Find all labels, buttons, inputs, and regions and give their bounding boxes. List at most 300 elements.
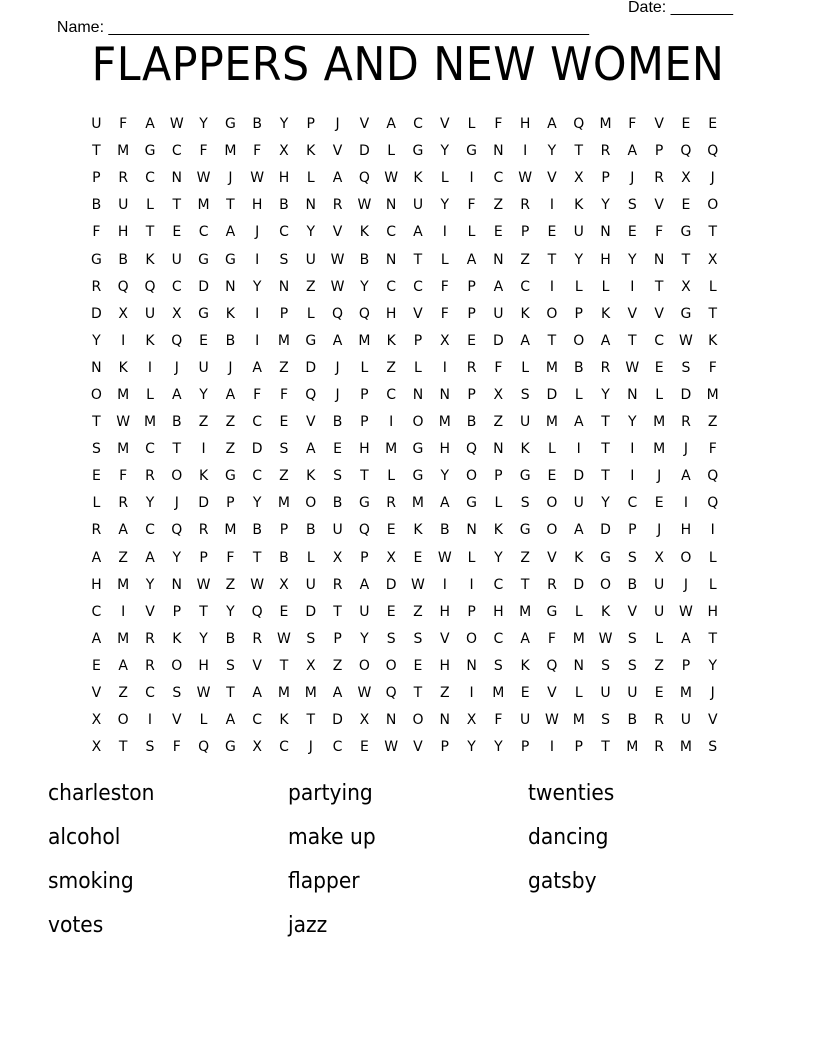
grid-letter: K bbox=[386, 332, 396, 349]
grid-letter: L bbox=[146, 386, 154, 403]
grid-letter: K bbox=[198, 468, 209, 485]
grid-letter: T bbox=[547, 332, 557, 349]
grid-letter: I bbox=[469, 685, 474, 702]
grid-letter: T bbox=[601, 739, 610, 756]
grid-letter: Z bbox=[707, 414, 718, 431]
grid-letter: S bbox=[627, 197, 637, 214]
grid-letter: T bbox=[306, 712, 316, 729]
grid-letter: Y bbox=[440, 468, 450, 485]
grid-letter: A bbox=[252, 685, 262, 702]
word-list-item: votes bbox=[48, 913, 104, 938]
grid-letter: J bbox=[683, 441, 688, 458]
grid-letter: F bbox=[279, 386, 288, 403]
grid-letter: M bbox=[545, 359, 558, 376]
grid-letter: J bbox=[335, 359, 340, 376]
grid-letter: G bbox=[198, 305, 210, 322]
grid-letter: D bbox=[198, 495, 209, 512]
grid-letter: A bbox=[681, 468, 691, 485]
grid-letter: H bbox=[385, 305, 397, 322]
grid-letter: C bbox=[386, 224, 397, 241]
grid-letter: R bbox=[654, 739, 664, 756]
grid-letter: K bbox=[118, 359, 128, 376]
grid-letter: P bbox=[574, 305, 583, 322]
grid-letter: Z bbox=[332, 657, 343, 674]
grid-letter: S bbox=[145, 739, 155, 756]
grid-letter: U bbox=[412, 197, 424, 214]
grid-letter: E bbox=[333, 441, 342, 458]
grid-letter: X bbox=[466, 712, 477, 729]
grid-letter: L bbox=[655, 386, 664, 403]
grid-letter: B bbox=[466, 414, 477, 431]
grid-letter: T bbox=[172, 441, 182, 458]
grid-letter: X bbox=[573, 170, 584, 187]
grid-letter: G bbox=[466, 495, 477, 512]
grid-letter: H bbox=[600, 251, 611, 268]
grid-letter: C bbox=[252, 468, 263, 485]
grid-row bbox=[83, 328, 743, 355]
grid-letter: A bbox=[118, 657, 128, 674]
grid-letter: H bbox=[439, 603, 451, 620]
grid-letter: E bbox=[654, 685, 664, 702]
grid-letter: W bbox=[250, 170, 265, 187]
grid-letter: F bbox=[253, 386, 262, 403]
grid-letter: L bbox=[387, 143, 396, 160]
grid-letter: X bbox=[91, 712, 102, 729]
grid-letter: Y bbox=[172, 549, 182, 566]
grid-letter: P bbox=[333, 630, 342, 647]
grid-letter: P bbox=[681, 657, 691, 674]
grid-letter: A bbox=[466, 251, 477, 268]
grid-letter: A bbox=[172, 386, 182, 403]
grid-letter: Q bbox=[385, 685, 397, 702]
grid-letter: Z bbox=[520, 549, 530, 566]
grid-letter: C bbox=[145, 170, 155, 187]
grid-letter: V bbox=[145, 603, 155, 620]
grid-letter: Y bbox=[92, 332, 101, 349]
grid-letter: O bbox=[305, 495, 317, 512]
grid-letter: B bbox=[279, 197, 289, 214]
grid-letter: K bbox=[413, 522, 423, 539]
grid-letter: V bbox=[627, 603, 638, 620]
grid-letter: P bbox=[574, 739, 583, 756]
grid-letter: C bbox=[171, 278, 182, 295]
grid-letter: E bbox=[708, 116, 718, 133]
grid-letter: L bbox=[199, 712, 208, 729]
grid-row bbox=[83, 409, 743, 436]
grid-letter: N bbox=[493, 143, 504, 160]
grid-letter: L bbox=[521, 359, 530, 376]
grid-letter: W bbox=[679, 603, 693, 620]
grid-letter: N bbox=[466, 657, 477, 674]
grid-letter: A bbox=[225, 712, 236, 729]
grid-letter: E bbox=[681, 197, 691, 214]
grid-letter: U bbox=[520, 712, 531, 729]
grid-letter: N bbox=[171, 170, 183, 187]
grid-row bbox=[83, 301, 743, 328]
grid-letter: G bbox=[519, 522, 531, 539]
grid-letter: F bbox=[440, 278, 449, 295]
grid-letter: L bbox=[306, 549, 315, 566]
grid-letter: L bbox=[708, 576, 717, 593]
grid-letter: Z bbox=[493, 414, 504, 431]
grid-letter: O bbox=[412, 712, 424, 729]
grid-letter: G bbox=[305, 332, 317, 349]
grid-letter: M bbox=[626, 739, 639, 756]
grid-letter: Q bbox=[198, 739, 210, 756]
grid-letter: U bbox=[654, 576, 665, 593]
grid-letter: C bbox=[91, 603, 102, 620]
grid-letter: A bbox=[547, 116, 557, 133]
grid-letter: Q bbox=[358, 305, 370, 322]
grid-letter: P bbox=[360, 386, 369, 403]
grid-letter: X bbox=[681, 170, 691, 187]
grid-letter: B bbox=[332, 414, 343, 431]
grid-letter: W bbox=[545, 712, 559, 729]
grid-letter: G bbox=[198, 251, 210, 268]
word-list-item: alcohol bbox=[48, 825, 121, 850]
grid-letter: B bbox=[305, 522, 316, 539]
grid-letter: O bbox=[171, 657, 183, 674]
grid-letter: R bbox=[386, 495, 397, 512]
grid-letter: V bbox=[547, 685, 557, 702]
grid-letter: H bbox=[519, 116, 531, 133]
grid-letter: N bbox=[91, 359, 102, 376]
grid-letter: I bbox=[121, 603, 126, 620]
grid-letter: I bbox=[630, 468, 635, 485]
grid-letter: A bbox=[225, 386, 236, 403]
grid-letter: V bbox=[547, 170, 557, 187]
grid-letter: J bbox=[657, 468, 662, 485]
grid-letter: K bbox=[306, 468, 316, 485]
grid-letter: M bbox=[572, 630, 585, 647]
grid-letter: Y bbox=[252, 278, 262, 295]
grid-letter: C bbox=[279, 224, 289, 241]
grid-letter: M bbox=[117, 386, 130, 403]
grid-letter: T bbox=[708, 630, 717, 647]
grid-letter: J bbox=[174, 359, 179, 376]
grid-letter: V bbox=[439, 630, 450, 647]
grid-letter: G bbox=[412, 468, 424, 485]
grid-letter: F bbox=[708, 441, 717, 458]
grid-letter: M bbox=[411, 495, 424, 512]
grid-letter: O bbox=[466, 468, 478, 485]
grid-letter: J bbox=[174, 495, 179, 512]
grid-letter: A bbox=[359, 576, 370, 593]
grid-letter: F bbox=[494, 359, 503, 376]
grid-letter: S bbox=[333, 468, 343, 485]
grid-letter: G bbox=[224, 116, 236, 133]
grid-letter: X bbox=[305, 657, 316, 674]
grid-letter: A bbox=[332, 685, 343, 702]
grid-letter: Y bbox=[199, 116, 208, 133]
grid-letter: X bbox=[386, 549, 396, 566]
grid-letter: B bbox=[91, 197, 102, 214]
grid-letter: S bbox=[601, 712, 610, 729]
grid-letter: E bbox=[547, 468, 557, 485]
grid-letter: O bbox=[573, 332, 585, 349]
grid-row bbox=[83, 111, 743, 138]
grid-letter: W bbox=[196, 576, 211, 593]
grid-letter: L bbox=[708, 549, 717, 566]
grid-letter: F bbox=[253, 143, 262, 160]
grid-letter: M bbox=[519, 603, 532, 620]
grid-letter: Q bbox=[358, 522, 370, 539]
grid-letter: T bbox=[333, 603, 342, 620]
grid-letter: O bbox=[546, 305, 558, 322]
grid-letter: J bbox=[308, 739, 313, 756]
grid-letter: N bbox=[653, 251, 665, 268]
grid-letter: A bbox=[520, 332, 530, 349]
grid-letter: K bbox=[600, 603, 611, 620]
grid-letter: Q bbox=[358, 170, 370, 187]
grid-letter: J bbox=[657, 522, 662, 539]
grid-letter: N bbox=[493, 441, 504, 458]
grid-letter: O bbox=[680, 549, 692, 566]
grid-letter: L bbox=[146, 197, 154, 214]
grid-letter: U bbox=[654, 603, 665, 620]
grid-letter: R bbox=[466, 359, 477, 376]
grid-letter: R bbox=[118, 170, 129, 187]
grid-letter: M bbox=[224, 143, 237, 160]
grid-letter: L bbox=[601, 278, 610, 295]
name-field-label: Name: ______________________________________________________ bbox=[56, 19, 589, 36]
grid-letter: S bbox=[627, 549, 637, 566]
grid-letter: R bbox=[681, 414, 691, 431]
grid-letter: U bbox=[118, 197, 129, 214]
grid-letter: M bbox=[277, 495, 291, 512]
grid-letter: H bbox=[198, 657, 209, 674]
grid-letter: A bbox=[91, 630, 102, 647]
grid-letter: I bbox=[442, 359, 447, 376]
grid-letter: X bbox=[654, 549, 664, 566]
grid-letter: C bbox=[493, 630, 504, 647]
grid-letter: K bbox=[145, 251, 155, 268]
grid-letter: L bbox=[574, 386, 583, 403]
grid-letter: L bbox=[548, 441, 556, 458]
grid-letter: Q bbox=[680, 143, 692, 160]
grid-letter: A bbox=[573, 522, 584, 539]
grid-letter: U bbox=[573, 224, 584, 241]
grid-letter: L bbox=[360, 359, 369, 376]
grid-letter: Z bbox=[654, 657, 664, 674]
grid-letter: U bbox=[171, 251, 182, 268]
grid-letter: B bbox=[225, 630, 236, 647]
grid-row bbox=[83, 382, 743, 409]
grid-letter: H bbox=[680, 522, 692, 539]
grid-letter: N bbox=[225, 278, 236, 295]
grid-letter: R bbox=[600, 359, 611, 376]
grid-letter: N bbox=[466, 522, 477, 539]
grid-letter: M bbox=[653, 414, 666, 431]
grid-letter: D bbox=[251, 441, 263, 458]
grid-letter: W bbox=[384, 170, 399, 187]
grid-letter: T bbox=[199, 603, 208, 620]
grid-letter: U bbox=[493, 305, 504, 322]
grid-letter: G bbox=[412, 441, 424, 458]
grid-letter: L bbox=[494, 495, 503, 512]
grid-letter: H bbox=[493, 603, 504, 620]
grid-letter: V bbox=[172, 712, 182, 729]
grid-letter: O bbox=[90, 386, 102, 403]
grid-letter: L bbox=[306, 305, 315, 322]
grid-letter: X bbox=[171, 305, 182, 322]
grid-letter: A bbox=[145, 116, 155, 133]
grid-letter: Q bbox=[144, 278, 156, 295]
grid-letter: H bbox=[91, 576, 102, 593]
grid-letter: W bbox=[196, 170, 211, 187]
grid-letter: V bbox=[654, 305, 664, 322]
grid-letter: P bbox=[628, 522, 637, 539]
grid-letter: V bbox=[91, 685, 102, 702]
grid-letter: D bbox=[332, 712, 343, 729]
puzzle-title: FLAPPERS AND NEW WOMEN bbox=[91, 37, 725, 91]
grid-letter: Y bbox=[360, 630, 369, 647]
grid-letter: E bbox=[172, 224, 182, 241]
grid-letter: W bbox=[357, 197, 372, 214]
grid-letter: N bbox=[278, 278, 290, 295]
grid-letter: G bbox=[90, 251, 102, 268]
grid-letter: T bbox=[520, 576, 530, 593]
grid-letter: D bbox=[91, 305, 102, 322]
grid-letter: O bbox=[466, 630, 478, 647]
grid-letter: T bbox=[252, 549, 262, 566]
grid-letter: L bbox=[467, 224, 476, 241]
grid-letter: V bbox=[654, 197, 664, 214]
grid-letter: N bbox=[412, 386, 424, 403]
word-list-item: jazz bbox=[288, 913, 328, 938]
grid-letter: A bbox=[225, 224, 236, 241]
grid-letter: C bbox=[145, 522, 155, 539]
grid-letter: M bbox=[117, 576, 130, 593]
grid-letter: S bbox=[601, 657, 610, 674]
grid-letter: Y bbox=[708, 657, 717, 674]
grid-letter: M bbox=[599, 116, 612, 133]
grid-letter: J bbox=[710, 685, 715, 702]
grid-letter: C bbox=[493, 170, 504, 187]
grid-letter: D bbox=[305, 359, 317, 376]
grid-letter: S bbox=[520, 386, 530, 403]
grid-letter: P bbox=[467, 305, 476, 322]
grid-letter: H bbox=[117, 224, 129, 241]
grid-letter: H bbox=[439, 657, 451, 674]
grid-row bbox=[83, 246, 743, 273]
grid-letter: L bbox=[467, 549, 476, 566]
grid-letter: R bbox=[118, 495, 129, 512]
grid-letter: A bbox=[252, 359, 262, 376]
grid-letter: N bbox=[305, 197, 317, 214]
grid-row bbox=[83, 545, 743, 572]
grid-letter: L bbox=[414, 359, 422, 376]
grid-letter: M bbox=[117, 143, 130, 160]
grid-letter: Z bbox=[198, 414, 209, 431]
grid-letter: S bbox=[279, 441, 289, 458]
grid-letter: E bbox=[520, 685, 530, 702]
grid-letter: N bbox=[385, 712, 397, 729]
grid-letter: M bbox=[117, 630, 130, 647]
grid-letter: Y bbox=[494, 549, 503, 566]
grid-letter: E bbox=[279, 414, 289, 431]
grid-letter: E bbox=[279, 603, 289, 620]
grid-letter: F bbox=[655, 224, 664, 241]
grid-letter: C bbox=[145, 441, 155, 458]
grid-letter: I bbox=[576, 441, 581, 458]
grid-letter: P bbox=[172, 603, 182, 620]
grid-letter: T bbox=[92, 414, 101, 431]
grid-letter: A bbox=[681, 630, 691, 647]
grid-letter: P bbox=[520, 739, 530, 756]
grid-letter: Y bbox=[601, 386, 610, 403]
grid-letter: P bbox=[440, 739, 449, 756]
grid-letter: E bbox=[359, 739, 369, 756]
grid-letter: O bbox=[171, 468, 183, 485]
grid-letter: G bbox=[519, 468, 531, 485]
grid-letter: K bbox=[306, 143, 316, 160]
grid-letter: R bbox=[654, 170, 664, 187]
grid-letter: J bbox=[335, 116, 340, 133]
grid-letter: K bbox=[574, 549, 584, 566]
grid-letter: Z bbox=[118, 685, 128, 702]
date-field-label: Date: _______ bbox=[628, 0, 733, 16]
grid-letter: D bbox=[385, 576, 397, 593]
grid-letter: B bbox=[573, 359, 584, 376]
grid-letter: W bbox=[169, 116, 184, 133]
grid-letter: D bbox=[358, 143, 370, 160]
grid-letter: P bbox=[494, 468, 503, 485]
grid-letter: E bbox=[91, 657, 101, 674]
grid-row bbox=[83, 274, 743, 301]
grid-letter: M bbox=[572, 712, 585, 729]
grid-letter: T bbox=[654, 278, 664, 295]
grid-letter: F bbox=[172, 739, 181, 756]
grid-letter: V bbox=[252, 657, 262, 674]
grid-letter: Z bbox=[118, 549, 128, 566]
grid-letter: U bbox=[305, 251, 316, 268]
grid-letter: G bbox=[358, 495, 370, 512]
grid-letter: T bbox=[628, 332, 637, 349]
grid-letter: Y bbox=[145, 495, 155, 512]
grid-letter: K bbox=[600, 305, 611, 322]
grid-letter: C bbox=[252, 414, 263, 431]
grid-row bbox=[83, 436, 743, 463]
grid-letter: M bbox=[679, 739, 692, 756]
grid-letter: M bbox=[304, 685, 317, 702]
word-list-item: partying bbox=[288, 781, 373, 806]
grid-letter: Y bbox=[360, 278, 369, 295]
grid-letter: H bbox=[707, 603, 718, 620]
grid-letter: K bbox=[708, 332, 718, 349]
grid-letter: F bbox=[119, 116, 128, 133]
grid-letter: I bbox=[630, 441, 635, 458]
grid-letter: C bbox=[332, 739, 343, 756]
grid-letter: S bbox=[493, 657, 503, 674]
grid-letter: I bbox=[683, 495, 688, 512]
grid-letter: J bbox=[255, 224, 260, 241]
grid-letter: Y bbox=[199, 630, 208, 647]
grid-letter: I bbox=[147, 359, 153, 376]
grid-letter: Y bbox=[145, 576, 155, 593]
grid-letter: P bbox=[467, 603, 476, 620]
grid-letter: F bbox=[199, 143, 208, 160]
grid-letter: T bbox=[547, 251, 557, 268]
word-list bbox=[48, 778, 768, 942]
grid-letter: C bbox=[145, 685, 155, 702]
grid-letter: U bbox=[359, 603, 370, 620]
grid-letter: N bbox=[439, 712, 450, 729]
grid-letter: M bbox=[545, 414, 558, 431]
grid-letter: Y bbox=[574, 251, 584, 268]
grid-letter: I bbox=[630, 278, 635, 295]
grid-letter: N bbox=[493, 251, 504, 268]
